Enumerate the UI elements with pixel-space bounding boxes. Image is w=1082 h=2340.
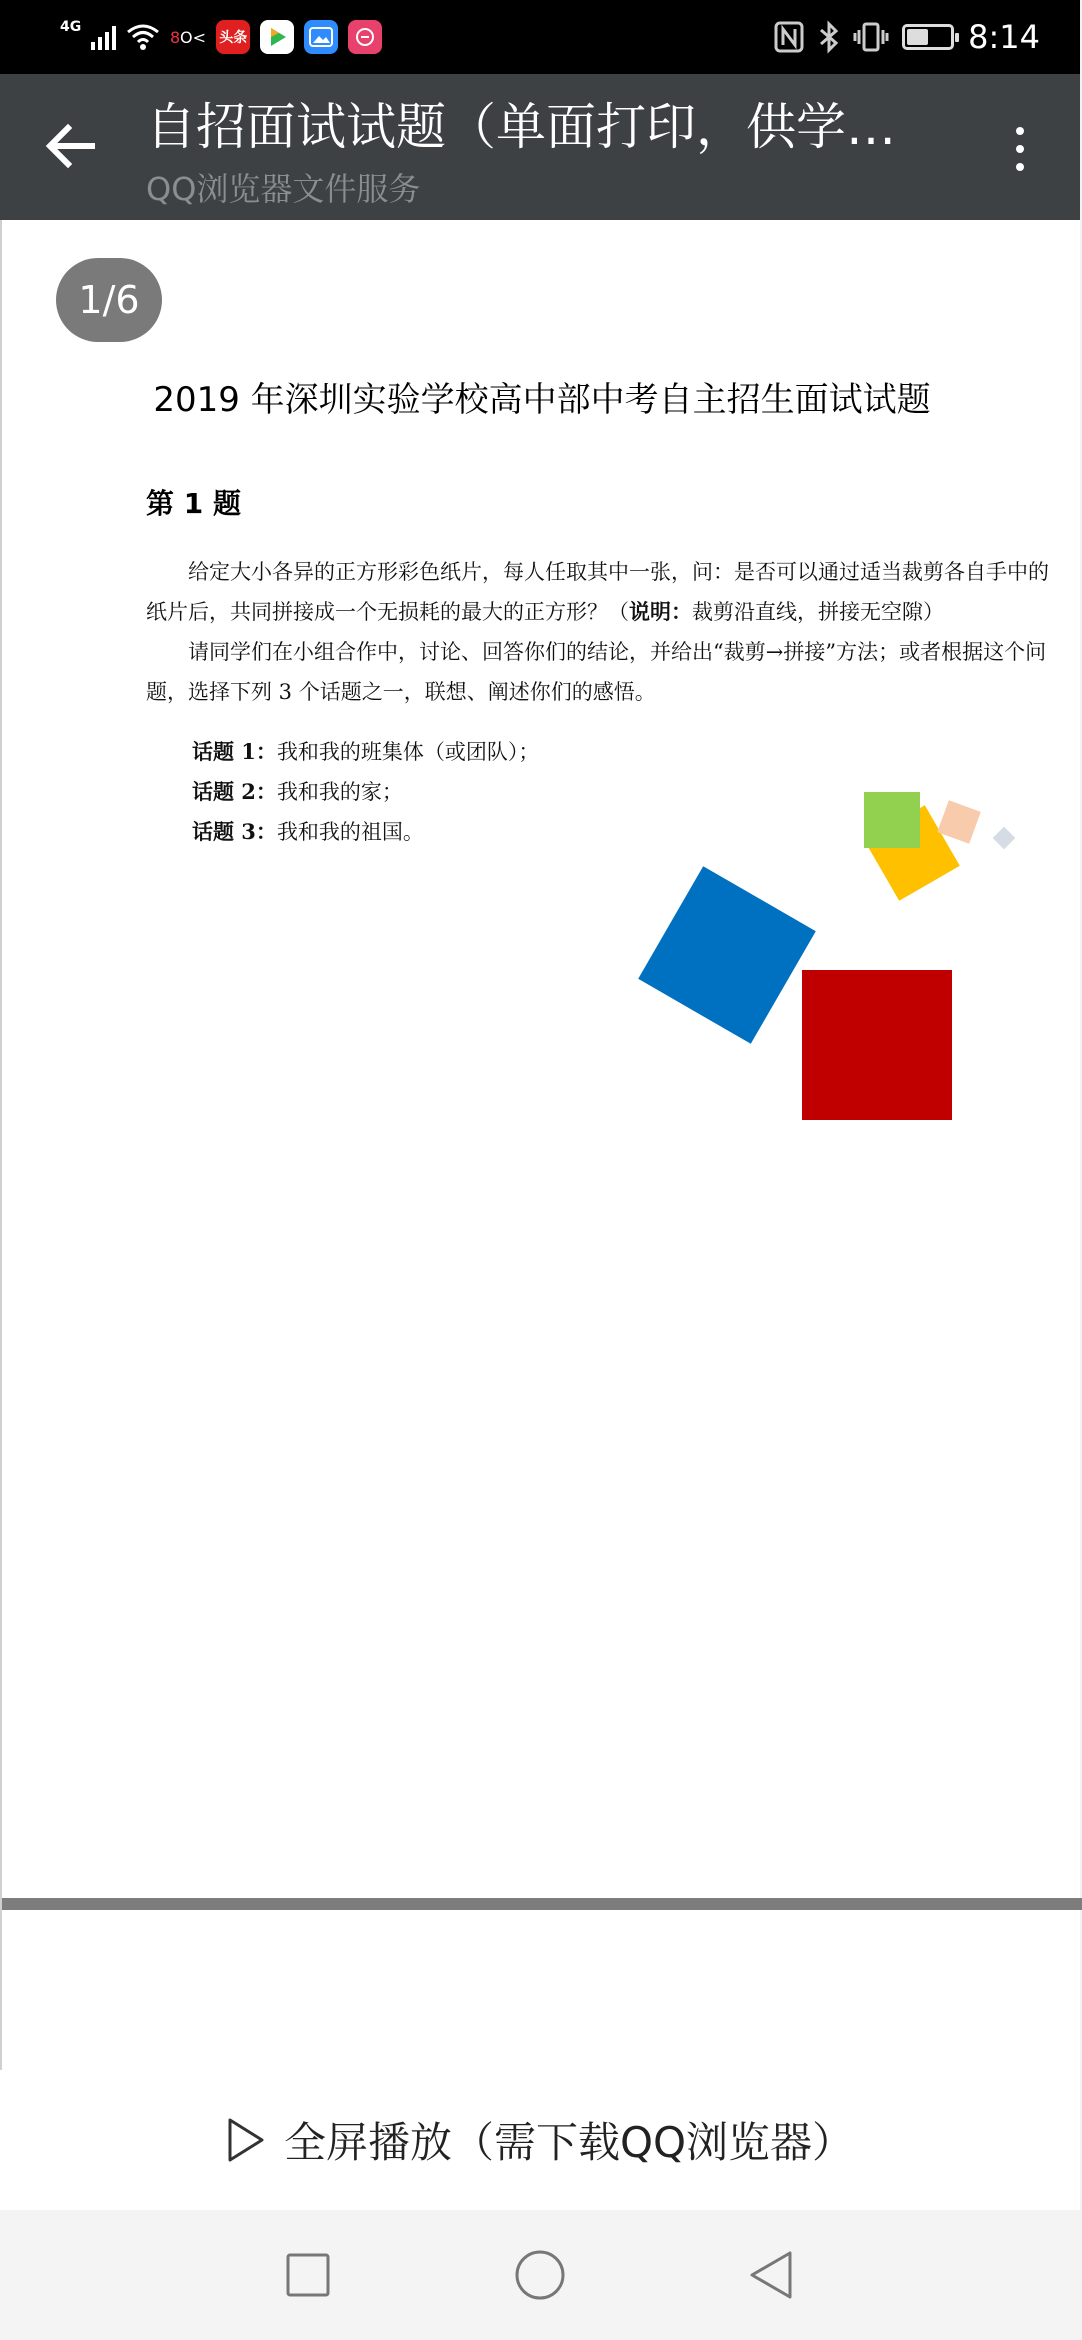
topic-text: 我和我的班集体（或团队）；: [276, 740, 540, 764]
clock: 8:14: [968, 18, 1040, 56]
topic-item: [192, 732, 539, 772]
back-triangle-icon[interactable]: [742, 2245, 802, 2305]
fullscreen-label: 全屏播放（需下载QQ浏览器）: [283, 2118, 855, 2167]
battery-level: [907, 29, 928, 45]
toutiao-app-icon: [216, 20, 250, 54]
topic-text: 我和我的家；: [276, 780, 403, 804]
page-counter: 1/6: [56, 258, 162, 342]
more-options-icon[interactable]: [990, 114, 1050, 184]
play-icon: [226, 2117, 266, 2163]
topic-label: 话题 1：: [192, 739, 277, 764]
document-title: 自招面试试题（单面打印，供学…: [146, 98, 896, 156]
svg-text:O<: O<: [180, 28, 207, 47]
para2-text: 请同学们在小组合作中，讨论、回答你们的结论，并给出“裁剪→拼接”方法；或者根据这个问题，选择下列 3 个话题之一，联想、阐述你们的感悟。: [146, 640, 1047, 704]
video-app-icon: [260, 20, 294, 54]
blue-square: [638, 866, 816, 1044]
topic-list: [192, 732, 539, 852]
status-bar: [0, 0, 1080, 74]
para1-note-label: 说明：: [629, 599, 692, 624]
vibrate-icon: [854, 21, 888, 53]
svg-text:8: 8: [170, 28, 181, 47]
network-type: 4G: [60, 19, 82, 35]
document-viewer[interactable]: [0, 220, 1080, 2070]
topic-label: 话题 2：: [192, 779, 277, 804]
home-circle-icon[interactable]: [510, 2245, 570, 2305]
topic-text: 我和我的祖国。: [276, 820, 424, 844]
question-paragraph-2: [146, 632, 1051, 712]
nfc-icon: [774, 21, 804, 53]
app-bar: [0, 74, 1080, 220]
green-square: [864, 792, 920, 848]
bluetooth-icon: [818, 21, 840, 53]
system-nav-bar: [0, 2210, 1080, 2340]
toutiao-badge-text: 头条: [219, 30, 248, 46]
battery-icon: [902, 24, 954, 50]
service-subtitle: QQ浏览器文件服务: [146, 170, 421, 208]
recents-square-icon[interactable]: [278, 2245, 338, 2305]
camera-app-icon: [348, 20, 382, 54]
back-arrow-icon[interactable]: [40, 114, 104, 178]
para1-note: 裁剪沿直线，拼接无空隙）: [692, 600, 944, 624]
page-heading: 2019 年深圳实验学校高中部中考自主招生面试试题: [153, 380, 931, 420]
red-square: [802, 970, 952, 1120]
fullscreen-play-button[interactable]: [0, 2070, 1080, 2210]
topic-label: 话题 3：: [192, 819, 277, 844]
signal-icon: [91, 24, 116, 50]
wifi-icon: [126, 22, 160, 52]
peach-square: [937, 800, 981, 844]
question-heading: 第 1 题: [146, 487, 241, 520]
topic-item: [192, 772, 539, 812]
para1-text: 给定大小各异的正方形彩色纸片，每人任取其中一张，问：是否可以通过适当裁剪各自手中的纸片后，共同拼接成一个无损耗的最大的正方形？（: [146, 560, 1049, 624]
gallery-app-icon: [304, 20, 338, 54]
topic-item: [192, 812, 539, 852]
soul-app-icon: [170, 25, 206, 49]
colored-squares-illustration: [642, 760, 1062, 1140]
gray-square: [993, 827, 1016, 850]
question-paragraph-1: [146, 552, 1051, 632]
page-separator: [2, 1898, 1082, 1910]
